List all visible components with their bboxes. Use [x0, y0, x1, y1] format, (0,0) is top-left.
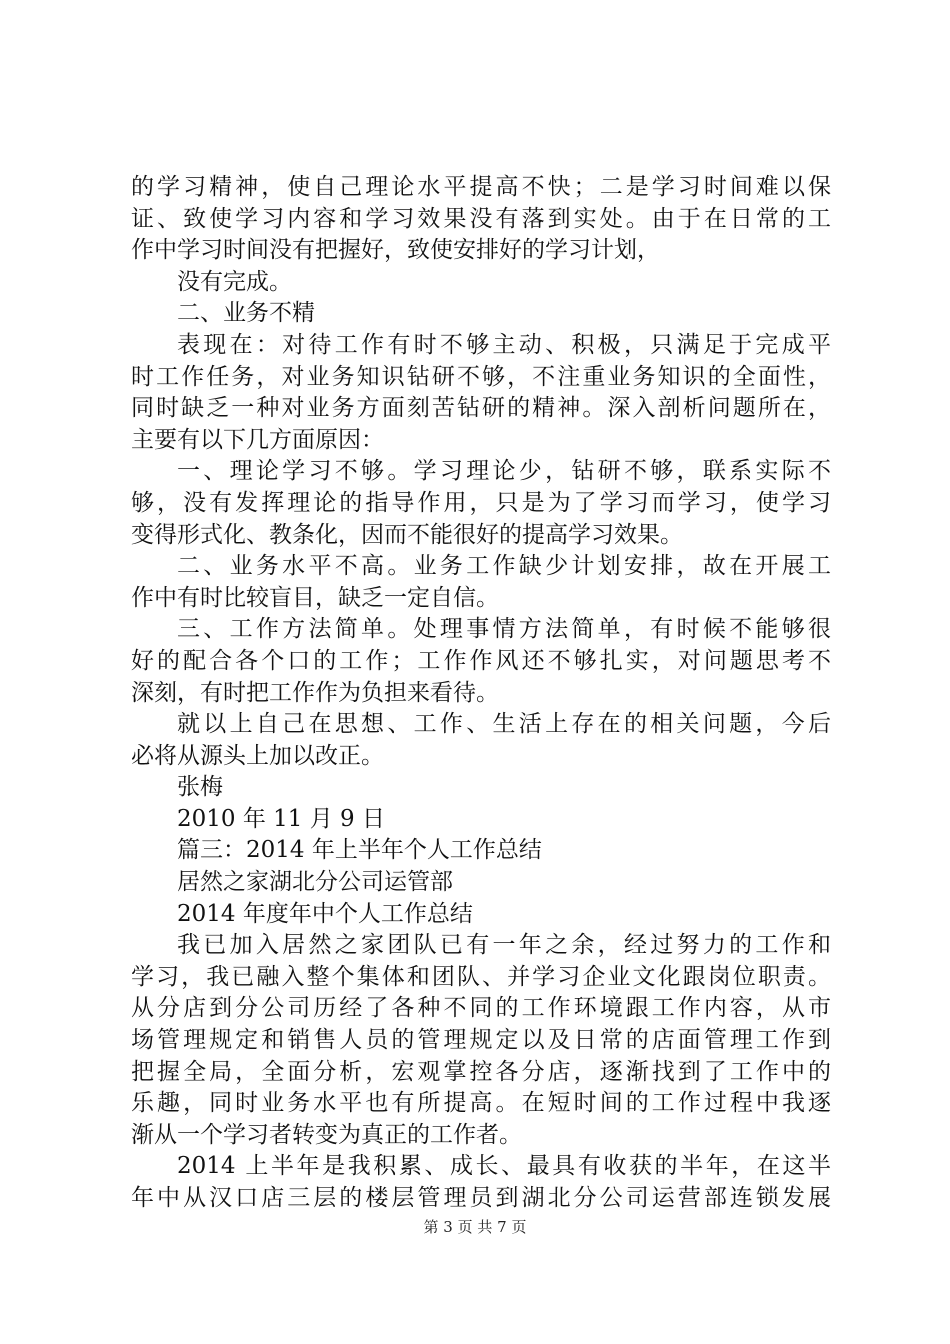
- text-line: 居然之家湖北分公司运管部: [177, 869, 453, 896]
- text-line: 篇三：2014 年上半年个人工作总结: [177, 837, 542, 864]
- text-line: 三、工作方法简单。处理事情方法简单，有时候不能够很: [177, 616, 831, 643]
- text-line: 渐从一个学习者转变为真正的工作者。: [131, 1121, 522, 1148]
- text-line: 我已加入居然之家团队已有一年之余，经过努力的工作和: [177, 932, 831, 959]
- text-line: 主要有以下几方面原因：: [131, 426, 384, 453]
- text-line: 好的配合各个口的工作；工作作风还不够扎实，对问题思考不: [131, 647, 831, 674]
- body-text: [131, 172, 831, 1215]
- text-line: 2014 年度年中个人工作总结: [177, 900, 473, 927]
- text-line: 二、业务水平不高。业务工作缺少计划安排，故在开展工: [177, 553, 831, 580]
- text-line: 够，没有发挥理论的指导作用，只是为了学习而学习，使学习: [131, 489, 831, 516]
- text-line: 二、业务不精: [177, 300, 315, 327]
- text-line: 证、致使学习内容和学习效果没有落到实处。由于在日常的工: [131, 205, 831, 232]
- text-line: 年中从汉口店三层的楼层管理员到湖北分公司运营部连锁发展: [131, 1185, 831, 1211]
- text-line: 必将从源头上加以改正。: [131, 742, 384, 769]
- text-line: 乐趣，同时业务水平也有所提高。在短时间的工作过程中我逐: [131, 1090, 831, 1117]
- text-line: 2010 年 11 月 9 日: [177, 805, 385, 832]
- text-line: 变得形式化、教条化，因而不能很好的提高学习效果。: [131, 521, 683, 548]
- text-line: 一、理论学习不够。学习理论少，钻研不够，联系实际不: [177, 458, 831, 485]
- text-line: 表现在：对待工作有时不够主动、积极，只满足于完成平: [177, 331, 831, 358]
- text-line: 张梅: [177, 774, 223, 801]
- text-line: 作中有时比较盲目，缺乏一定自信。: [131, 584, 499, 611]
- text-line: 同时缺乏一种对业务方面刻苦钻研的精神。深入剖析问题所在，: [131, 395, 831, 422]
- page-footer: 第 3 页 共 7 页: [423, 1218, 527, 1236]
- text-line: 场管理规定和销售人员的管理规定以及日常的店面管理工作到: [131, 1027, 831, 1054]
- text-line: 学习，我已融入整个集体和团队、并学习企业文化跟岗位职责。: [131, 963, 831, 990]
- text-line: 的学习精神，使自己理论水平提高不快；二是学习时间难以保: [131, 174, 831, 200]
- text-line: 就以上自己在思想、工作、生活上存在的相关问题，今后: [177, 711, 831, 738]
- text-line: 从分店到分公司历经了各种不同的工作环境跟工作内容，从市: [131, 995, 831, 1022]
- text-line: 作中学习时间没有把握好，致使安排好的学习计划，: [131, 237, 660, 264]
- text-line: 2014 上半年是我积累、成长、最具有收获的半年，在这半: [177, 1153, 831, 1180]
- text-line: 没有完成。: [177, 268, 292, 295]
- text-line: 把握全局，全面分析，宏观掌控各分店，逐渐找到了工作中的: [131, 1058, 831, 1085]
- text-line: 深刻，有时把工作作为负担来看待。: [131, 679, 499, 706]
- text-line: 时工作任务，对业务知识钻研不够，不注重业务知识的全面性，: [131, 363, 831, 390]
